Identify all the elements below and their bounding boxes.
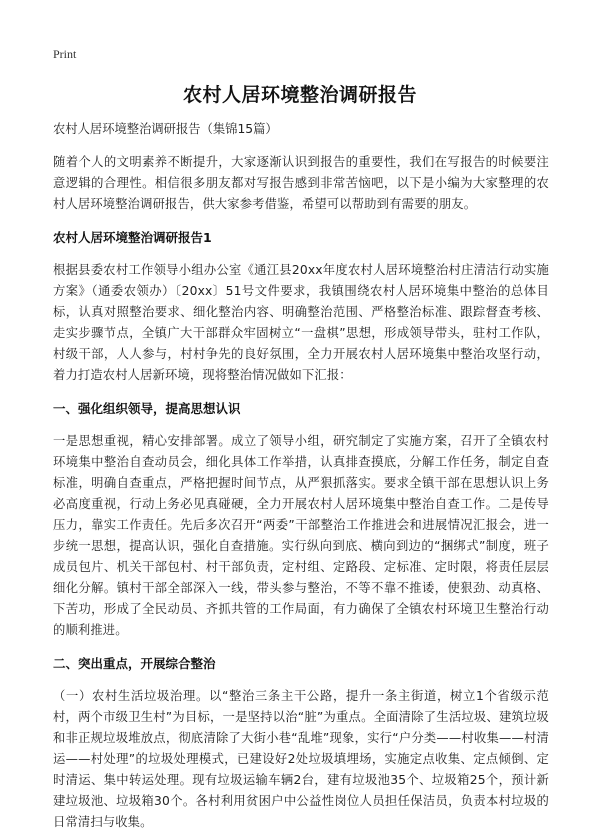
paragraph-organization: 一是思想重视，精心安排部署。成立了领导小组，研究制定了实施方案，召开了全镇农村环境集中整治自查动员会，细化具体工作举措，认真排查摸底，分解工作任务，制定自查标准，明确自查重点，严格把握时间节点，从严狠抓落实。要求全镇干部在思想认识上务必高度重视，行动上务必见真碰硬，全力开展农村人居环境集中整治自查工作。二是传导压力，靠实工作责任。先后多次召开“两委”干部整治工作推进会和进展情况汇报会，进一步统一思想，提高认识，强化自查措施。实行纵向到底、横向到边的“捆绑式”制度，班子成员包片、机关干部包村、村干部负责，定村组、定路段、定标准、定时限，将责任层层细化分解。镇村干部全部深入一线，带头参与整治，不等不靠不推诿，使狠劲、动真格、下苦功，形成了全民动员、齐抓共管的工作局面，有力确保了全镇农村环境卫生整治行动的顺利推进。 xyxy=(53,434,549,637)
print-link[interactable]: Print xyxy=(53,47,77,61)
heading-organization: 一、强化组织领导，提高思想认识 xyxy=(53,401,241,416)
document-title: 农村人居环境整治调研报告 xyxy=(182,84,417,106)
document-body xyxy=(53,119,549,828)
intro-paragraph: 随着个人的文明素养不断提升，大家逐渐认识到报告的重要性，我们在写报告的时候要注意逻辑的合理性。相信很多朋友都对写报告感到非常苦恼吧，以下是小编为大家整理的农村人居环境整治调研报告，供大家参考借鉴，希望可以帮助到有需要的朋友。 xyxy=(53,155,549,211)
document-subtitle: 农村人居环境整治调研报告（集锦15篇） xyxy=(53,122,278,136)
section-title: 农村人居环境整治调研报告1 xyxy=(53,230,212,245)
heading-key-points: 二、突出重点，开展综合整治 xyxy=(53,656,216,671)
paragraph-garbage-treatment: （一）农村生活垃圾治理。以“整治三条主干公路，提升一条主街道，树立1个省级示范村，两个市级卫生村”为目标，一是坚持以治“脏”为重点。全面清除了生活垃圾、建筑垃圾和非正规垃圾堆放点，彻底清除了大街小巷“乱堆”现象，实行“户分类——村收集——村清运——村处理”的垃圾处理模式，已建设好2处垃圾填埋场，实施定点收集、定点倾倒、定时清运、集中转运处理。现有垃圾运输车辆2台，建有垃圾池35个、垃圾箱25个，预计新建垃圾池、垃圾箱30个。各村利用贫困户中公益性岗位人员担任保洁员，负责本村垃圾的日常清扫与收集。 xyxy=(53,689,549,828)
section-intro-paragraph: 根据县委农村工作领导小组办公室《通江县20xx年度农村人居环境整治村庄清洁行动实施方案》（通委农领办）〔20xx〕51号文件要求，我镇围绕农村人居环境集中整治的总体目标，认真对照整治要求、细化整治内容、明确整治范围、严格整治标准、跟踪督查考核、走实步骤节点，全镇广大干部群众牢固树立“一盘棋”思想，形成领导带头，驻村工作队，村级干部，人人参与，村村争先的良好氛围，全力开展农村人居环境集中整治攻坚行动，着力打造农村人居新环境，现将整治情况做如下汇报： xyxy=(53,263,549,382)
